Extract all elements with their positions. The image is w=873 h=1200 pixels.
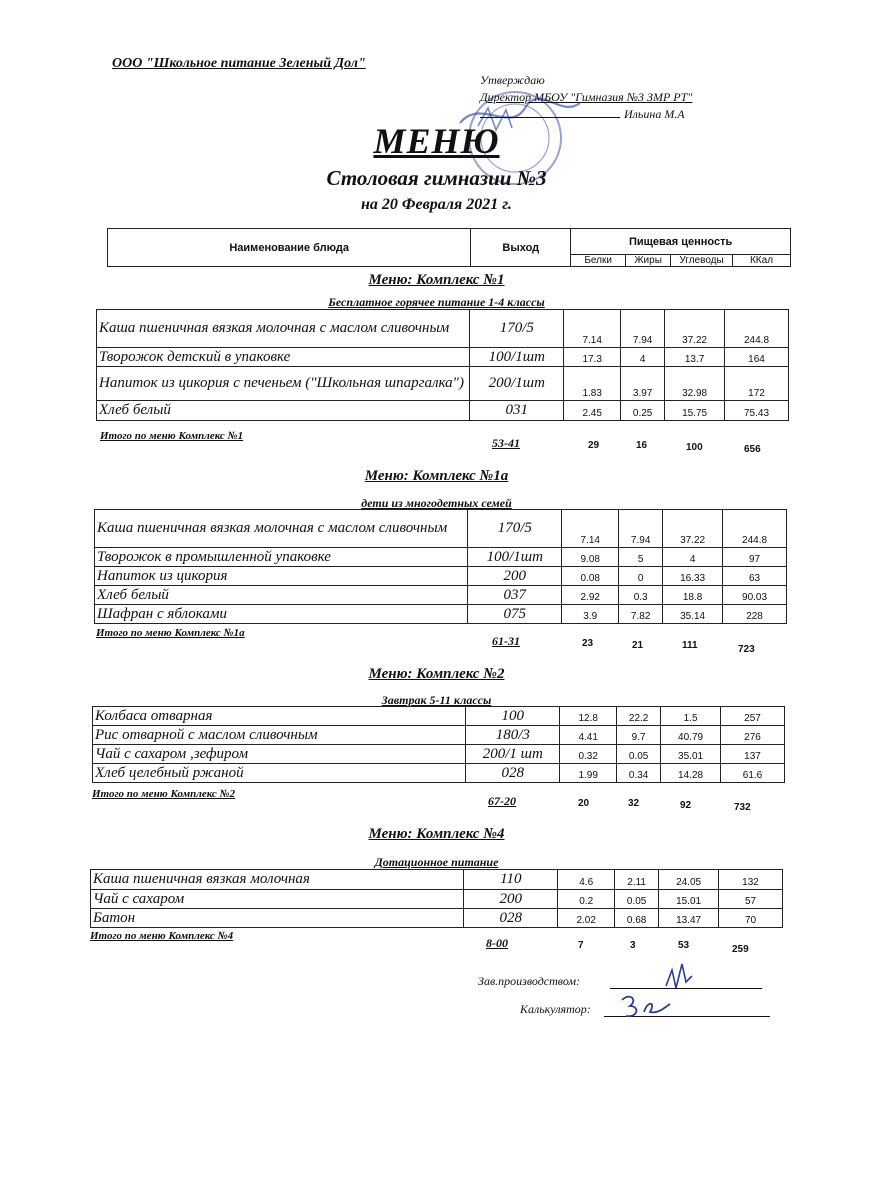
table-row [91, 890, 783, 909]
dish-kcal: 61.6 [721, 764, 785, 783]
dish-carbs: 13.47 [659, 909, 719, 928]
dish-carbs: 40.79 [661, 726, 721, 745]
dish-output: 170/5 [468, 510, 562, 548]
dish-name: Чай с сахаром ,зефиром [93, 745, 466, 764]
dish-kcal: 70 [719, 909, 783, 928]
dish-name: Рис отварной с маслом сливочным [93, 726, 466, 745]
dish-name: Каша пшеничная вязкая молочная с маслом сливочным [97, 310, 470, 348]
header-kcal: ККал [733, 255, 791, 267]
dish-kcal: 164 [725, 348, 789, 367]
dish-carbs: 14.28 [661, 764, 721, 783]
section-1-total-carbs: 100 [686, 442, 703, 453]
dish-name: Творожок детский в упаковке [97, 348, 470, 367]
dish-proteins: 7.14 [562, 510, 619, 548]
dish-output: 200/1 шт [466, 745, 560, 764]
section-3-total-fats: 32 [628, 798, 640, 809]
dish-fats: 22.2 [617, 707, 661, 726]
dish-name: Напиток из цикория с печеньем ("Школьная шпаргалка") [97, 367, 470, 401]
dish-fats: 3.97 [621, 367, 665, 401]
table-row [93, 745, 785, 764]
approval-block [480, 72, 692, 123]
dish-output: 031 [470, 401, 564, 421]
table-row [93, 764, 785, 783]
table-row [91, 909, 783, 928]
dish-kcal: 97 [723, 548, 787, 567]
dish-kcal: 228 [723, 605, 787, 624]
dish-kcal: 137 [721, 745, 785, 764]
section-2-total-label: Итого по меню Комплекс №1а [96, 627, 245, 639]
dish-carbs: 37.22 [665, 310, 725, 348]
dish-proteins: 4.6 [558, 870, 615, 890]
calculator-label: Калькулятор: [520, 1002, 591, 1016]
dish-proteins: 0.32 [560, 745, 617, 764]
section-3-table [92, 706, 785, 783]
section-1-total-kcal: 656 [744, 444, 761, 455]
section-3-total-carbs: 92 [680, 800, 692, 811]
dish-fats: 0.34 [617, 764, 661, 783]
section-1-total-proteins: 29 [588, 440, 600, 451]
director-signature-line [480, 117, 620, 118]
dish-kcal: 90.03 [723, 586, 787, 605]
dish-fats: 9.7 [617, 726, 661, 745]
dish-name: Хлеб белый [95, 586, 468, 605]
dish-fats: 0.3 [619, 586, 663, 605]
section-1-total-output: 53-41 [492, 436, 520, 450]
dish-fats: 5 [619, 548, 663, 567]
dish-name: Шафран с яблоками [95, 605, 468, 624]
dish-carbs: 35.14 [663, 605, 723, 624]
section-2-total-fats: 21 [632, 640, 644, 651]
dish-fats: 0.05 [615, 890, 659, 909]
table-row [95, 567, 787, 586]
section-3-total-proteins: 20 [578, 798, 590, 809]
table-row [97, 401, 789, 421]
section-1-table [96, 309, 789, 421]
header-fats: Жиры [626, 255, 671, 267]
dish-kcal: 257 [721, 707, 785, 726]
dish-fats: 0.25 [621, 401, 665, 421]
section-4-total-fats: 3 [630, 940, 636, 951]
dish-name: Хлеб целебный ржаной [93, 764, 466, 783]
section-1-total-label: Итого по меню Комплекс №1 [100, 430, 244, 442]
dish-carbs: 18.8 [663, 586, 723, 605]
dish-proteins: 1.99 [560, 764, 617, 783]
dish-output: 200 [468, 567, 562, 586]
dish-kcal: 75.43 [725, 401, 789, 421]
header-name: Наименование блюда [108, 229, 471, 267]
dish-name: Творожок в промышленной упаковке [95, 548, 468, 567]
dish-carbs: 13.7 [665, 348, 725, 367]
dish-carbs: 37.22 [663, 510, 723, 548]
calculator-signature [618, 990, 674, 1022]
dish-kcal: 276 [721, 726, 785, 745]
section-3-subtitle: Завтрак 5-11 классы [381, 693, 492, 707]
section-4-total-label: Итого по меню Комплекс №4 [90, 930, 234, 942]
section-4-subtitle: Дотационное питание [374, 855, 499, 869]
section-1-subtitle: Бесплатное горячее питание 1-4 классы [328, 295, 545, 309]
dish-fats: 0 [619, 567, 663, 586]
section-4-total-proteins: 7 [578, 940, 584, 951]
section-4-total-carbs: 53 [678, 940, 690, 951]
section-2-table [94, 509, 787, 624]
dish-name: Хлеб белый [97, 401, 470, 421]
dish-output: 100/1шт [470, 348, 564, 367]
table-row [97, 367, 789, 401]
section-3-title: Меню: Комплекс №2 [368, 666, 505, 682]
section-4-total-output: 8-00 [486, 936, 508, 950]
header-output: Выход [471, 229, 571, 267]
dish-name: Каша пшеничная вязкая молочная с маслом сливочным [95, 510, 468, 548]
table-row [93, 707, 785, 726]
section-3-total-label: Итого по меню Комплекс №2 [92, 788, 236, 800]
dish-carbs: 15.75 [665, 401, 725, 421]
dish-kcal: 172 [725, 367, 789, 401]
table-row [95, 510, 787, 548]
dish-kcal: 132 [719, 870, 783, 890]
approval-line-3: Ильина М.А [624, 107, 685, 121]
dish-output: 200/1шт [470, 367, 564, 401]
menu-date: на 20 Февраля 2021 г. [361, 196, 512, 213]
dish-output: 100 [466, 707, 560, 726]
dish-proteins: 3.9 [562, 605, 619, 624]
table-row [93, 726, 785, 745]
table-row [95, 586, 787, 605]
dish-proteins: 0.08 [562, 567, 619, 586]
dish-output: 100/1шт [468, 548, 562, 567]
dish-kcal: 244.8 [725, 310, 789, 348]
section-2-total-output: 61-31 [492, 634, 520, 648]
dish-output: 028 [466, 764, 560, 783]
dish-output: 180/3 [466, 726, 560, 745]
dish-output: 110 [464, 870, 558, 890]
dish-output: 028 [464, 909, 558, 928]
dish-output: 170/5 [470, 310, 564, 348]
dish-proteins: 4.41 [560, 726, 617, 745]
section-3-total-kcal: 732 [734, 802, 751, 813]
dish-kcal: 244.8 [723, 510, 787, 548]
dish-carbs: 24.05 [659, 870, 719, 890]
dish-fats: 7.82 [619, 605, 663, 624]
column-header-table [107, 228, 791, 267]
dish-carbs: 16.33 [663, 567, 723, 586]
table-row [95, 605, 787, 624]
section-1-title: Меню: Комплекс №1 [368, 272, 505, 288]
dish-name: Чай с сахаром [91, 890, 464, 909]
dish-fats: 7.94 [619, 510, 663, 548]
page-subtitle: Столовая гимназии №3 [326, 166, 547, 190]
dish-kcal: 57 [719, 890, 783, 909]
section-4-title: Меню: Комплекс №4 [368, 826, 505, 842]
section-2-subtitle: дети из многодетных семей [361, 496, 512, 510]
dish-proteins: 12.8 [560, 707, 617, 726]
dish-fats: 0.68 [615, 909, 659, 928]
section-2-total-kcal: 723 [738, 644, 755, 655]
dish-proteins: 7.14 [564, 310, 621, 348]
dish-name: Каша пшеничная вязкая молочная [91, 870, 464, 890]
dish-proteins: 9.08 [562, 548, 619, 567]
dish-carbs: 32.98 [665, 367, 725, 401]
dish-proteins: 2.92 [562, 586, 619, 605]
dish-output: 037 [468, 586, 562, 605]
dish-name: Колбаса отварная [93, 707, 466, 726]
organization-name: ООО "Школьное питание Зеленый Дол" [112, 56, 366, 71]
dish-carbs: 4 [663, 548, 723, 567]
dish-output: 200 [464, 890, 558, 909]
dish-proteins: 1.83 [564, 367, 621, 401]
header-nutrition: Пищевая ценность [571, 229, 791, 255]
section-2-title: Меню: Комплекс №1а [364, 468, 509, 484]
table-row [97, 310, 789, 348]
dish-output: 075 [468, 605, 562, 624]
approval-line-1: Утверждаю [480, 73, 545, 87]
page-title: МЕНЮ [373, 121, 500, 161]
dish-fats: 7.94 [621, 310, 665, 348]
dish-fats: 0.05 [617, 745, 661, 764]
table-row [91, 870, 783, 890]
dish-kcal: 63 [723, 567, 787, 586]
dish-fats: 2.11 [615, 870, 659, 890]
section-4-table [90, 869, 783, 928]
dish-proteins: 17.3 [564, 348, 621, 367]
dish-proteins: 2.45 [564, 401, 621, 421]
dish-carbs: 35.01 [661, 745, 721, 764]
header-carbs: Углеводы [671, 255, 733, 267]
production-manager-label: Зав.производством: [478, 974, 581, 988]
section-3-total-output: 67-20 [488, 794, 516, 808]
dish-name: Батон [91, 909, 464, 928]
table-row [95, 548, 787, 567]
section-2-total-carbs: 111 [682, 640, 698, 651]
table-row [97, 348, 789, 367]
header-proteins: Белки [571, 255, 626, 267]
dish-proteins: 2.02 [558, 909, 615, 928]
section-2-total-proteins: 23 [582, 638, 594, 649]
dish-carbs: 1.5 [661, 707, 721, 726]
approval-line-2: Директор МБОУ "Гимназия №3 ЗМР РТ" [480, 90, 693, 104]
dish-fats: 4 [621, 348, 665, 367]
dish-proteins: 0.2 [558, 890, 615, 909]
section-4-total-kcal: 259 [732, 944, 749, 955]
dish-carbs: 15.01 [659, 890, 719, 909]
dish-name: Напиток из цикория [95, 567, 468, 586]
section-1-total-fats: 16 [636, 440, 648, 451]
